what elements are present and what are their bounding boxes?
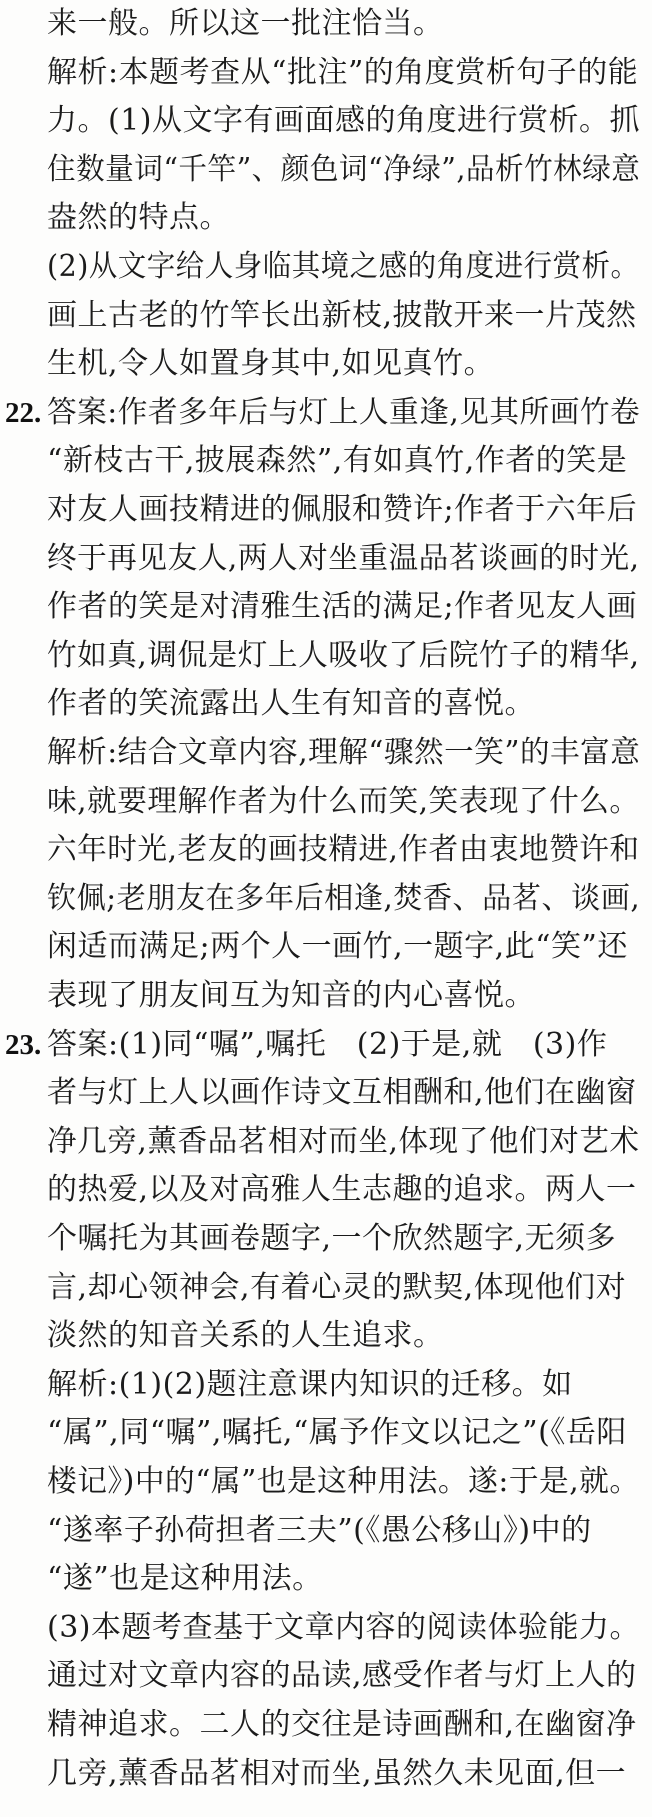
text-line: “遂”也是这种用法。 [47,1561,323,1597]
text-line: “遂率子孙荷担者三夫”(《愚公移山》)中的 [47,1512,592,1548]
text-line: 解析:本题考查从“批注”的角度赏析句子的能 [47,54,639,90]
question-number: 23. [5,1028,42,1061]
text-line: 作者的笑是对清雅生活的满足;作者见友人画 [47,589,638,625]
text-line: 味,就要理解作者为什么而笑,笑表现了什么。 [47,783,640,819]
text-line: 通过对文章内容的品读,感受作者与灯上人的 [47,1658,637,1694]
text-line: 淡然的知音关系的人生追求。 [47,1318,444,1354]
text-line: 六年时光,老友的画技精进,作者由衷地赞许和 [47,832,640,868]
text-line: 作者的笑流露出人生有知音的喜悦。 [47,686,535,722]
text-line: (3)本题考查基于文章内容的阅读体验能力。 [47,1609,640,1645]
text-line: 来一般。所以这一批注恰当。 [47,6,444,41]
text-line: 盎然的特点。 [47,200,230,236]
text-line: 终于再见友人,两人对坐重温品茗谈画的时光, [47,540,640,576]
text-line: 解析:(1)(2)题注意课内知识的迁移。如 [47,1366,573,1402]
text-line: 几旁,薰香品茗相对而坐,虽然久未见面,但一 [47,1755,627,1791]
text-line: 解析:结合文章内容,理解“骤然一笑”的丰富意 [47,735,641,770]
text-line: 画上古老的竹竿长出新枝,披散开来一片茂然 [47,297,637,333]
text-line: 净几旁,薰香品茗相对而坐,体现了他们对艺术 [47,1123,640,1159]
text-line: 对友人画技精进的佩服和赞许;作者于六年后 [47,492,638,527]
text-line: 言,却心领神会,有着心灵的默契,体现他们对 [47,1269,627,1305]
text-line: “属”,同“嘱”,嘱托,“属予作文以记之”(《岳阳 [47,1415,627,1451]
question-number: 22. [5,396,42,429]
text-line: “新枝古干,披展森然”,有如真竹,作者的笑是 [47,443,628,479]
text-line: 者与灯上人以画作诗文互相酬和,他们在幽窗 [47,1075,637,1111]
text-line: 精神追求。二人的交往是诗画酬和,在幽窗净 [47,1707,637,1742]
text-line: 楼记》)中的“属”也是这种用法。遂:于是,就。 [47,1464,640,1499]
text-line: (2)从文字给人身临其境之感的角度进行赏析。 [47,249,640,284]
text-line: 闲适而满足;两个人一画竹,一题字,此“笑”还 [47,929,628,965]
text-line: 住数量词“千竿”、颜色词“净绿”,品析竹林绿意 [47,151,641,187]
text-line: 钦佩;老朋友在多年后相逢,焚香、品茗、谈画, [47,880,641,916]
text-line: 生机,令人如置身其中,如见真竹。 [47,346,495,382]
text-line: 答案:(1)同“嘱”,嘱托 (2)于是,就 (3)作 [47,1026,608,1062]
text-line: 答案:作者多年后与灯上人重逢,见其所画竹卷 [47,394,641,430]
text-line: 的热爱,以及对高雅人生志趣的追求。两人一 [47,1172,637,1208]
text-line: 竹如真,调侃是灯上人吸收了后院竹子的精华, [47,637,640,673]
text-line: 力。(1)从文字有画面感的角度进行赏析。抓 [47,103,640,139]
text-line: 表现了朋友间互为知音的内心喜悦。 [47,978,535,1013]
text-line: 个嘱托为其画卷题字,一个欣然题字,无须多 [47,1221,617,1256]
